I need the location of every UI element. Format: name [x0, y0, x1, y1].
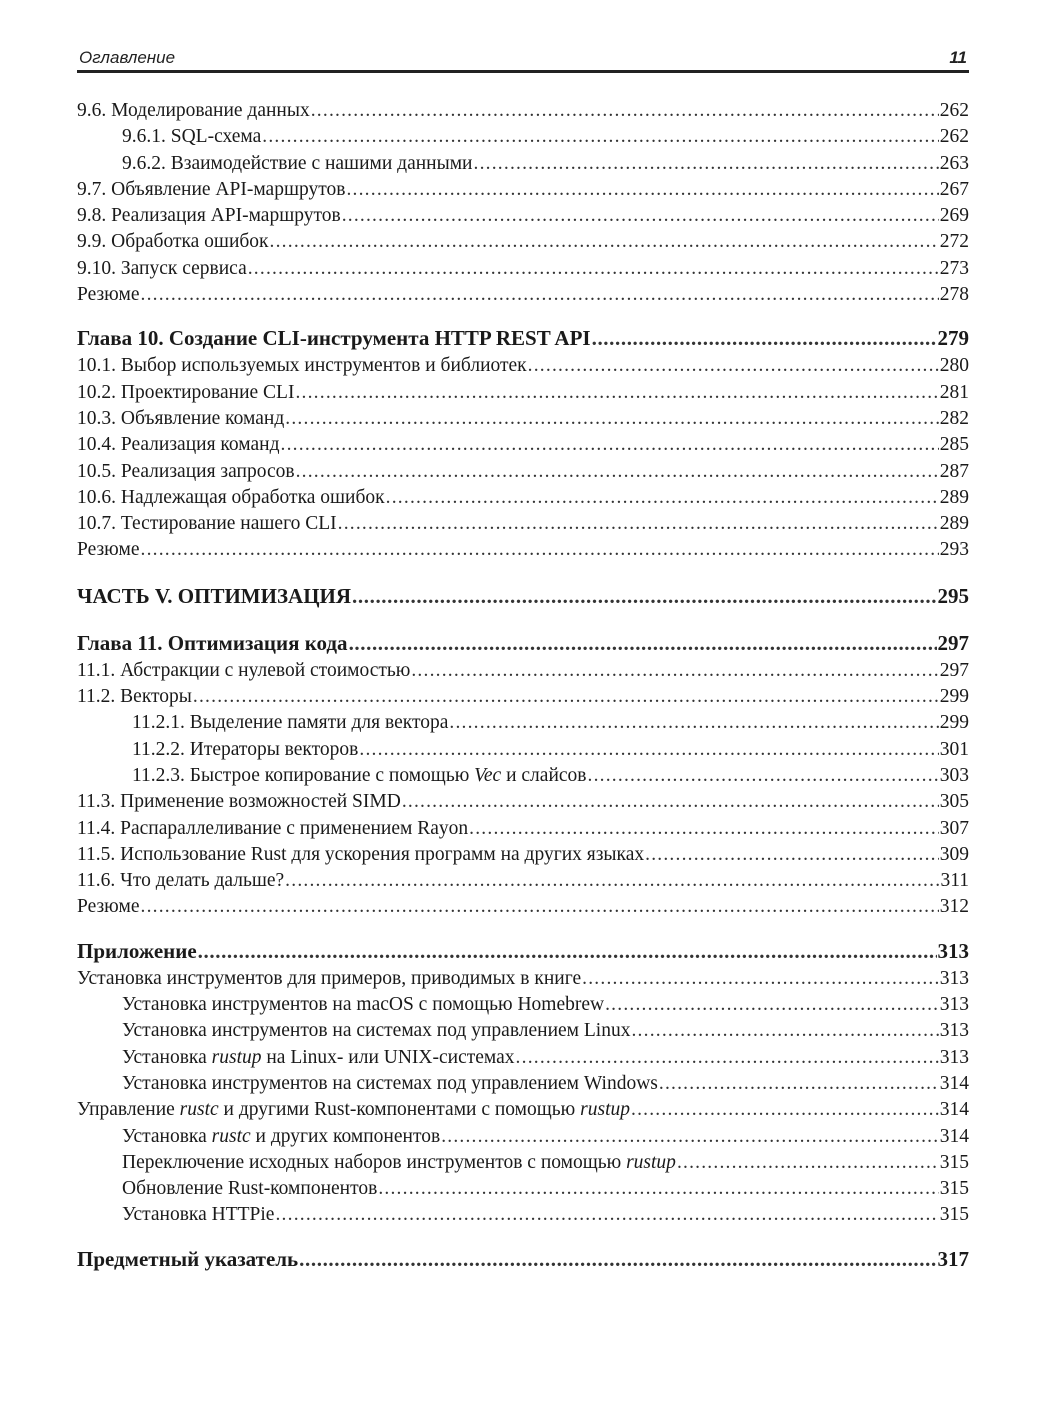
- leader-dots: [198, 936, 937, 966]
- leader-dots: [338, 511, 939, 537]
- leader-dots: [193, 684, 939, 710]
- leader-dots: [270, 229, 939, 255]
- leader-dots: [141, 537, 939, 563]
- leader-dots: [592, 323, 937, 353]
- toc-part-heading[interactable]: ЧАСТЬ V. ОПТИМИЗАЦИЯ ..... 295: [77, 581, 969, 611]
- toc-entry[interactable]: 10.3. Объявление команд ..... 282: [77, 406, 969, 432]
- toc-entry[interactable]: Переключение исходных наборов инструментов с помощью rustup ..... 315: [77, 1150, 969, 1176]
- toc-entry[interactable]: Резюме ..... 312: [77, 894, 969, 920]
- toc-entry[interactable]: 11.4. Распараллеливание с применением Rayon ..... 307: [77, 816, 969, 842]
- leader-dots: [474, 151, 939, 177]
- toc-entry[interactable]: 9.6.2. Взаимодействие с нашими данными ..... 263: [77, 151, 969, 177]
- leader-dots: [605, 992, 939, 1018]
- toc-entry[interactable]: 9.7. Объявление API-маршрутов ..... 267: [77, 177, 969, 203]
- toc-entry[interactable]: 11.6. Что делать дальше? ..... 311: [77, 868, 969, 894]
- toc-entry[interactable]: Резюме ..... 293: [77, 537, 969, 563]
- toc-entry[interactable]: 9.8. Реализация API-маршрутов ..... 269: [77, 203, 969, 229]
- toc-entry[interactable]: 10.2. Проектирование CLI ..... 281: [77, 380, 969, 406]
- leader-dots: [631, 1097, 939, 1123]
- leader-dots: [469, 816, 939, 842]
- table-of-contents: [77, 98, 969, 1274]
- leader-dots: [262, 124, 938, 150]
- leader-dots: [275, 1202, 938, 1228]
- code-term: rustup: [626, 1151, 676, 1173]
- toc-entry[interactable]: 11.1. Абстракции с нулевой стоимостью ..... 297: [77, 658, 969, 684]
- spacer: [77, 564, 969, 581]
- leader-dots: [631, 1018, 938, 1044]
- spacer: [77, 1229, 969, 1244]
- toc-entry[interactable]: Установка rustup на Linux- или UNIX-системах ..... 313: [77, 1045, 969, 1071]
- toc-entry[interactable]: 9.6.1. SQL-схема ..... 262: [77, 124, 969, 150]
- header-rule: [77, 70, 969, 73]
- code-term: rustc: [179, 1099, 219, 1121]
- code-term: rustup: [211, 1046, 262, 1068]
- leader-dots: [378, 1176, 938, 1202]
- toc-entry[interactable]: Управление rustc и другими Rust-компонентами с помощью rustup ..... 314: [77, 1097, 969, 1123]
- leader-dots: [352, 581, 936, 611]
- toc-entry[interactable]: 10.4. Реализация команд ..... 285: [77, 432, 969, 458]
- leader-dots: [677, 1150, 939, 1176]
- toc-entry[interactable]: 10.5. Реализация запросов ..... 287: [77, 459, 969, 485]
- toc-entry[interactable]: 10.7. Тестирование нашего CLI ..... 289: [77, 511, 969, 537]
- running-title: Оглавление: [79, 48, 176, 67]
- toc-entry[interactable]: Установка инструментов для примеров, приводимых в книге ..... 313: [77, 966, 969, 992]
- code-term: Vec: [474, 764, 502, 786]
- leader-dots: [346, 177, 938, 203]
- toc-entry[interactable]: Установка инструментов на системах под управлением Linux ..... 313: [77, 1018, 969, 1044]
- toc-entry[interactable]: 11.3. Применение возможностей SIMD ..... 305: [77, 789, 969, 815]
- toc-entry[interactable]: Установка rustc и других компонентов ..... 314: [77, 1124, 969, 1150]
- toc-entry[interactable]: 9.6. Моделирование данных ..... 262: [77, 98, 969, 124]
- leader-dots: [285, 868, 939, 894]
- toc-entry[interactable]: 9.9. Обработка ошибок ..... 272: [77, 229, 969, 255]
- leader-dots: [441, 1124, 939, 1150]
- toc-entry[interactable]: Установка HTTPie ..... 315: [77, 1202, 969, 1228]
- leader-dots: [588, 763, 939, 789]
- leader-dots: [295, 380, 938, 406]
- toc-entry[interactable]: Резюме ..... 278: [77, 282, 969, 308]
- toc-entry[interactable]: 11.2.3. Быстрое копирование с помощью Vec и слайсов ..... 303: [77, 763, 969, 789]
- leader-dots: [342, 203, 939, 229]
- toc-entry[interactable]: 11.2.1. Выделение памяти для вектора ..... 299: [77, 710, 969, 736]
- leader-dots: [296, 459, 939, 485]
- toc-entry[interactable]: 11.2.2. Итераторы векторов ..... 301: [77, 737, 969, 763]
- leader-dots: [299, 1244, 936, 1274]
- leader-dots: [516, 1045, 939, 1071]
- toc-entry[interactable]: 11.2. Векторы ..... 299: [77, 684, 969, 710]
- leader-dots: [248, 256, 939, 282]
- leader-dots: [528, 353, 939, 379]
- leader-dots: [285, 406, 938, 432]
- leader-dots: [281, 432, 939, 458]
- toc-chapter-heading[interactable]: Глава 10. Создание CLI-инструмента HTTP REST API ..... 279: [77, 323, 969, 353]
- toc-entry[interactable]: 11.5. Использование Rust для ускорения программ на других языках ..... 309: [77, 842, 969, 868]
- spacer: [77, 611, 969, 628]
- running-head: [77, 48, 969, 70]
- spacer: [77, 921, 969, 936]
- leader-dots: [582, 966, 939, 992]
- leader-dots: [645, 842, 939, 868]
- leader-dots: [386, 485, 939, 511]
- toc-chapter-heading[interactable]: Глава 11. Оптимизация кода ..... 297: [77, 628, 969, 658]
- leader-dots: [359, 737, 938, 763]
- spacer: [77, 308, 969, 323]
- toc-entry[interactable]: Установка инструментов на macOS с помощью Homebrew ..... 313: [77, 992, 969, 1018]
- toc-appendix-heading[interactable]: Приложение ..... 313: [77, 936, 969, 966]
- leader-dots: [349, 628, 937, 658]
- toc-entry[interactable]: 10.6. Надлежащая обработка ошибок ..... 289: [77, 485, 969, 511]
- leader-dots: [411, 658, 938, 684]
- leader-dots: [311, 98, 939, 124]
- leader-dots: [449, 710, 938, 736]
- code-term: rustup: [580, 1099, 630, 1121]
- toc-entry[interactable]: 9.10. Запуск сервиса ..... 273: [77, 256, 969, 282]
- code-term: rustc: [211, 1125, 251, 1147]
- leader-dots: [659, 1071, 939, 1097]
- page-number: 11: [949, 48, 967, 67]
- leader-dots: [141, 894, 939, 920]
- leader-dots: [141, 282, 939, 308]
- leader-dots: [402, 789, 939, 815]
- toc-entry[interactable]: 10.1. Выбор используемых инструментов и библиотек ..... 280: [77, 353, 969, 379]
- toc-entry[interactable]: Установка инструментов на системах под управлением Windows ..... 314: [77, 1071, 969, 1097]
- toc-entry[interactable]: Обновление Rust-компонентов ..... 315: [77, 1176, 969, 1202]
- toc-index-heading[interactable]: Предметный указатель ..... 317: [77, 1244, 969, 1274]
